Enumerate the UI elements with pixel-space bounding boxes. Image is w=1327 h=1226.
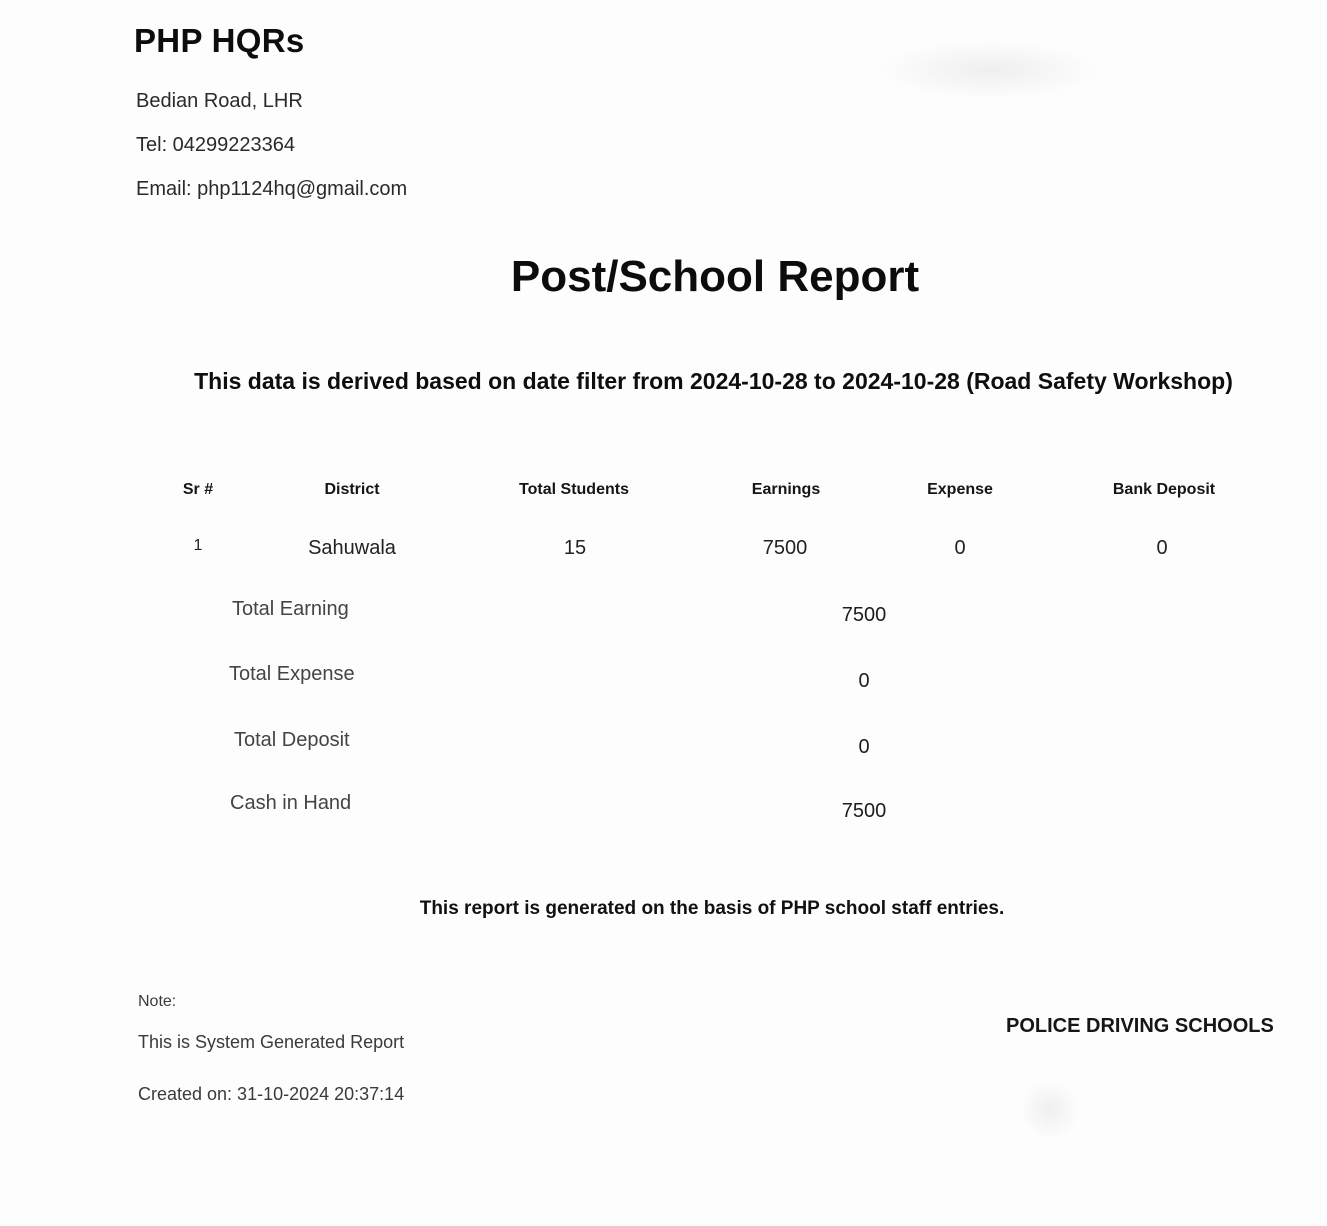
scan-smudge	[880, 40, 1100, 100]
table-cell-total-students: 15	[563, 537, 587, 559]
org-footer-name: POLICE DRIVING SCHOOLS	[1006, 1015, 1274, 1037]
column-header-expense: Expense	[927, 481, 993, 498]
note-label: Note:	[138, 993, 177, 1010]
table-cell-district: Sahuwala	[308, 537, 396, 559]
table-cell-sr: 1	[193, 537, 203, 554]
system-generated-note: This is System Generated Report	[138, 1032, 405, 1052]
created-on-timestamp: Created on: 31-10-2024 20:37:14	[138, 1084, 405, 1104]
column-header-total-students: Total Students	[519, 481, 629, 498]
summary-value-total-earning: 7500	[841, 604, 887, 626]
table-cell-expense: 0	[954, 537, 966, 559]
org-tel: Tel: 04299223364	[136, 134, 296, 156]
column-header-earnings: Earnings	[751, 481, 821, 498]
summary-label-total-expense: Total Expense	[229, 663, 355, 685]
table-cell-bank-deposit: 0	[1156, 537, 1168, 559]
summary-value-total-deposit: 0	[858, 736, 870, 758]
column-header-district: District	[324, 481, 380, 498]
org-address: Bedian Road, LHR	[136, 90, 303, 112]
summary-label-total-deposit: Total Deposit	[234, 729, 350, 751]
report-title: Post/School Report	[510, 252, 920, 301]
column-header-sr: Sr #	[182, 481, 214, 498]
table-cell-earnings: 7500	[762, 537, 808, 559]
summary-label-cash-in-hand: Cash in Hand	[230, 792, 352, 814]
summary-value-cash-in-hand: 7500	[841, 800, 887, 822]
scan-smudge	[1020, 1080, 1080, 1140]
org-name: PHP HQRs	[134, 22, 305, 59]
summary-label-total-earning: Total Earning	[232, 598, 349, 620]
generated-basis-note: This report is generated on the basis of PHP school staff entries.	[419, 898, 1005, 919]
column-header-bank-deposit: Bank Deposit	[1112, 481, 1216, 498]
date-filter-text: This data is derived based on date filter from 2024-10-28 to 2024-10-28 (Road Safety Workshop)	[194, 368, 1233, 394]
org-email: Email: php1124hq@gmail.com	[136, 178, 408, 200]
summary-value-total-expense: 0	[858, 670, 870, 692]
